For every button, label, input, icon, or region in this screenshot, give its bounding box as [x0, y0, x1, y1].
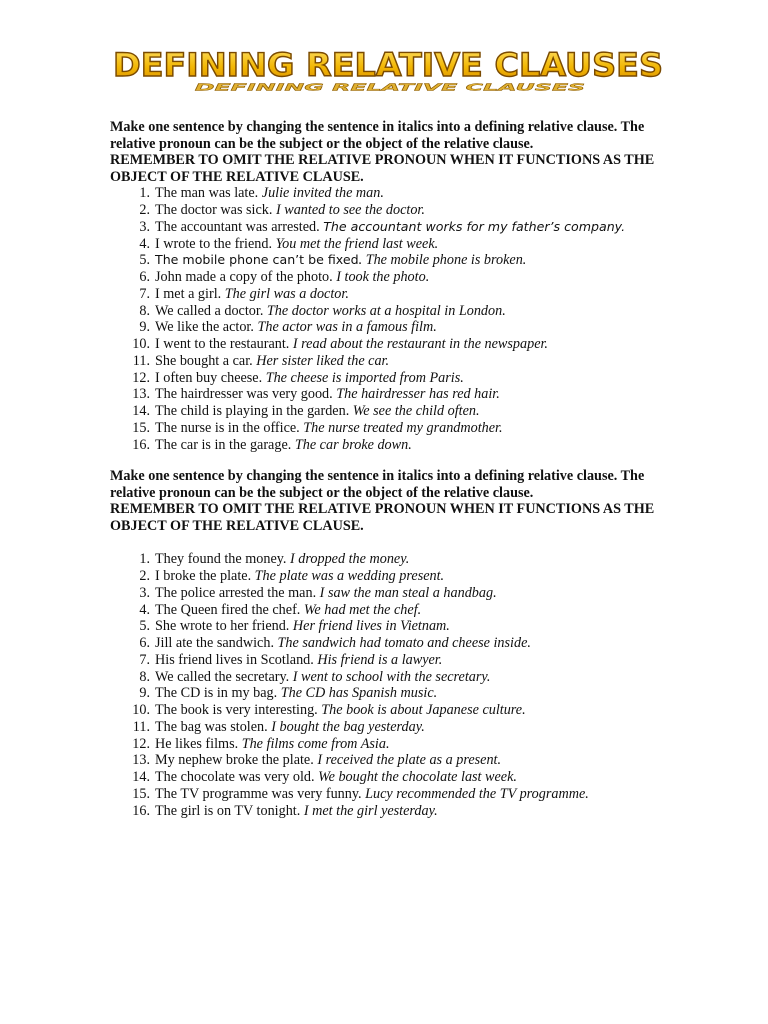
italic-sentence: Lucy recommended the TV programme.: [365, 785, 589, 802]
italic-sentence: The cheese is imported from Paris.: [265, 369, 464, 386]
italic-sentence: The doctor works at a hospital in London.: [266, 302, 506, 319]
exercise-item: [110, 303, 670, 320]
instruction-text: [110, 468, 670, 534]
main-sentence: The police arrested the man.: [155, 584, 320, 601]
italic-sentence: The hairdresser has red hair.: [336, 386, 500, 403]
exercise-item: [129, 386, 670, 403]
italic-sentence: I wanted to see the doctor.: [275, 202, 425, 219]
exercise-item: [110, 602, 670, 619]
item-number: 7.: [139, 651, 150, 668]
italic-sentence: I went to school with the secretary.: [292, 668, 491, 685]
item-number: 16.: [132, 436, 150, 453]
italic-sentence: The sandwich had tomato and cheese inside.: [277, 635, 531, 652]
item-number: 2.: [139, 568, 150, 585]
italic-sentence: I received the plate as a present.: [317, 752, 502, 769]
italic-sentence: The plate was a wedding present.: [254, 568, 445, 585]
instruction-sentence: Make one sentence by changing the sentence in italics into a defining relative clause. The relative pronoun can be the subject or the object of the relative clause.: [110, 468, 645, 501]
exercise-item: [110, 219, 670, 236]
exercise-item: [110, 685, 670, 702]
main-sentence: I went to the restaurant.: [155, 336, 293, 353]
main-sentence: The child is playing in the garden.: [155, 403, 353, 420]
main-sentence: We called a doctor.: [155, 302, 267, 319]
item-number: 11.: [132, 718, 150, 735]
item-number: 14.: [132, 769, 150, 786]
item-number: 10.: [132, 702, 150, 719]
exercise-item: [110, 652, 670, 669]
instruction-text: [110, 119, 670, 185]
item-number: 15.: [132, 419, 150, 436]
item-number: 1.: [139, 551, 150, 568]
exercise-item: [129, 403, 670, 420]
exercise-item: [110, 236, 670, 253]
italic-sentence: The accountant works for my father’s company.: [323, 218, 626, 234]
main-sentence: His friend lives in Scotland.: [155, 651, 318, 668]
exercise-item: [110, 669, 670, 686]
title-reflection: [140, 80, 640, 100]
main-sentence: They found the money.: [155, 551, 291, 568]
exercise-item: [129, 420, 670, 437]
instruction-sentence: Make one sentence by changing the sentence in italics into a defining relative clause. The relative pronoun can be the subject or the object of the relative clause.: [110, 119, 645, 152]
italic-sentence: You met the friend last week.: [275, 235, 439, 252]
italic-sentence: His friend is a lawyer.: [317, 651, 443, 668]
item-number: 16.: [132, 802, 150, 819]
exercise-item: [129, 437, 670, 454]
main-sentence: I often buy cheese.: [155, 369, 266, 386]
main-sentence: She bought a car.: [155, 352, 257, 369]
italic-sentence: The films come from Asia.: [241, 735, 390, 752]
exercise-item: [129, 769, 670, 786]
main-sentence: The Queen fired the chef.: [155, 601, 304, 618]
item-number: 9.: [139, 685, 150, 702]
item-number: 12.: [132, 369, 150, 386]
item-number: 3.: [139, 584, 150, 601]
main-sentence: The man was late.: [155, 185, 262, 202]
item-number: 6.: [139, 269, 150, 286]
italic-sentence: I saw the man steal a handbag.: [319, 584, 497, 601]
item-number: 13.: [132, 386, 150, 403]
exercise-item: [129, 370, 670, 387]
main-sentence: I wrote to the friend.: [155, 235, 276, 252]
item-number: 14.: [132, 403, 150, 420]
main-sentence: The doctor was sick.: [155, 202, 276, 219]
main-sentence: The book is very interesting.: [155, 702, 322, 719]
item-number: 4.: [139, 235, 150, 252]
main-sentence: I met a girl.: [155, 285, 225, 302]
exercise-item: [110, 185, 670, 202]
italic-sentence: Her sister liked the car.: [256, 352, 390, 369]
item-number: 1.: [139, 185, 150, 202]
exercise-item: [110, 551, 670, 568]
exercise-item: [129, 702, 670, 719]
item-number: 7.: [139, 285, 150, 302]
italic-sentence: Julie invited the man.: [261, 185, 384, 202]
remember-note: REMEMBER TO OMIT THE RELATIVE PRONOUN WHEN IT FUNCTIONS AS THE OBJECT OF THE RELATIVE CLAUSE.: [110, 152, 655, 185]
title-reflection-text: DEFINING RELATIVE CLAUSES: [194, 81, 586, 94]
italic-sentence: I bought the bag yesterday.: [271, 718, 425, 735]
item-number: 9.: [139, 319, 150, 336]
exercise-item: [129, 786, 670, 803]
exercise-item: [110, 568, 670, 585]
item-number: 4.: [139, 601, 150, 618]
main-sentence: The chocolate was very old.: [155, 769, 319, 786]
remember-note: REMEMBER TO OMIT THE RELATIVE PRONOUN WHEN IT FUNCTIONS AS THE OBJECT OF THE RELATIVE CLAUSE.: [110, 501, 655, 534]
exercise-item: [129, 803, 670, 820]
main-sentence: I broke the plate.: [155, 568, 255, 585]
main-sentence: Jill ate the sandwich.: [155, 635, 278, 652]
italic-sentence: We bought the chocolate last week.: [318, 769, 517, 786]
italic-sentence: We had met the chef.: [303, 601, 422, 618]
exercise-list-2: [110, 551, 670, 819]
italic-sentence: . The mobile phone is broken.: [358, 252, 527, 269]
italic-sentence: Her friend lives in Vietnam.: [292, 618, 450, 635]
main-sentence: The bag was stolen.: [155, 718, 272, 735]
exercise-item: [129, 752, 670, 769]
main-sentence: The TV programme was very funny.: [155, 785, 366, 802]
main-sentence: The nurse is in the office.: [155, 419, 304, 436]
exercise-item: [129, 353, 670, 370]
exercise-item: [110, 635, 670, 652]
exercise-item: [110, 286, 670, 303]
italic-sentence: The girl was a doctor.: [224, 285, 349, 302]
item-number: 3.: [139, 218, 150, 235]
main-sentence: The mobile phone can’t be fixed: [155, 252, 359, 268]
exercise-item: [110, 269, 670, 286]
item-number: 15.: [132, 785, 150, 802]
exercise-item: [110, 319, 670, 336]
main-sentence: The girl is on TV tonight.: [155, 802, 304, 819]
item-number: 12.: [132, 735, 150, 752]
italic-sentence: The CD has Spanish music.: [280, 685, 438, 702]
item-number: 2.: [139, 202, 150, 219]
item-number: 11.: [132, 352, 150, 369]
main-sentence: We called the secretary.: [155, 668, 293, 685]
main-sentence: John made a copy of the photo.: [155, 269, 337, 286]
italic-sentence: I read about the restaurant in the newspaper.: [292, 336, 548, 353]
italic-sentence: The actor was in a famous film.: [257, 319, 437, 336]
exercise-item: [129, 736, 670, 753]
exercise-item: [129, 719, 670, 736]
italic-sentence: I met the girl yesterday.: [303, 802, 438, 819]
exercise-list-1: [110, 185, 670, 453]
title-text: DEFINING RELATIVE CLAUSES: [113, 46, 663, 84]
main-sentence: She wrote to her friend.: [155, 618, 293, 635]
italic-sentence: I dropped the money.: [290, 551, 410, 568]
item-number: 8.: [139, 668, 150, 685]
main-sentence: The accountant was arrested.: [155, 218, 324, 235]
exercise-item: [110, 252, 670, 269]
item-number: 10.: [132, 336, 150, 353]
item-number: 5.: [139, 252, 150, 269]
italic-sentence: I took the photo.: [336, 269, 430, 286]
exercise-section-2: [110, 468, 670, 819]
italic-sentence: The nurse treated my grandmother.: [303, 419, 503, 436]
main-sentence: My nephew broke the plate.: [155, 752, 318, 769]
exercise-item: [110, 202, 670, 219]
item-number: 6.: [139, 635, 150, 652]
exercise-item: [129, 336, 670, 353]
main-sentence: The car is in the garage.: [155, 436, 295, 453]
italic-sentence: We see the child often.: [352, 403, 480, 420]
exercise-item: [110, 585, 670, 602]
main-sentence: He likes films.: [155, 735, 242, 752]
exercise-section-1: [110, 119, 670, 453]
exercise-item: [110, 618, 670, 635]
italic-sentence: The car broke down.: [294, 436, 412, 453]
item-number: 8.: [139, 302, 150, 319]
main-sentence: The CD is in my bag.: [155, 685, 281, 702]
italic-sentence: The book is about Japanese culture.: [321, 702, 526, 719]
item-number: 5.: [139, 618, 150, 635]
main-sentence: We like the actor.: [155, 319, 258, 336]
main-sentence: The hairdresser was very good.: [155, 386, 337, 403]
item-number: 13.: [132, 752, 150, 769]
